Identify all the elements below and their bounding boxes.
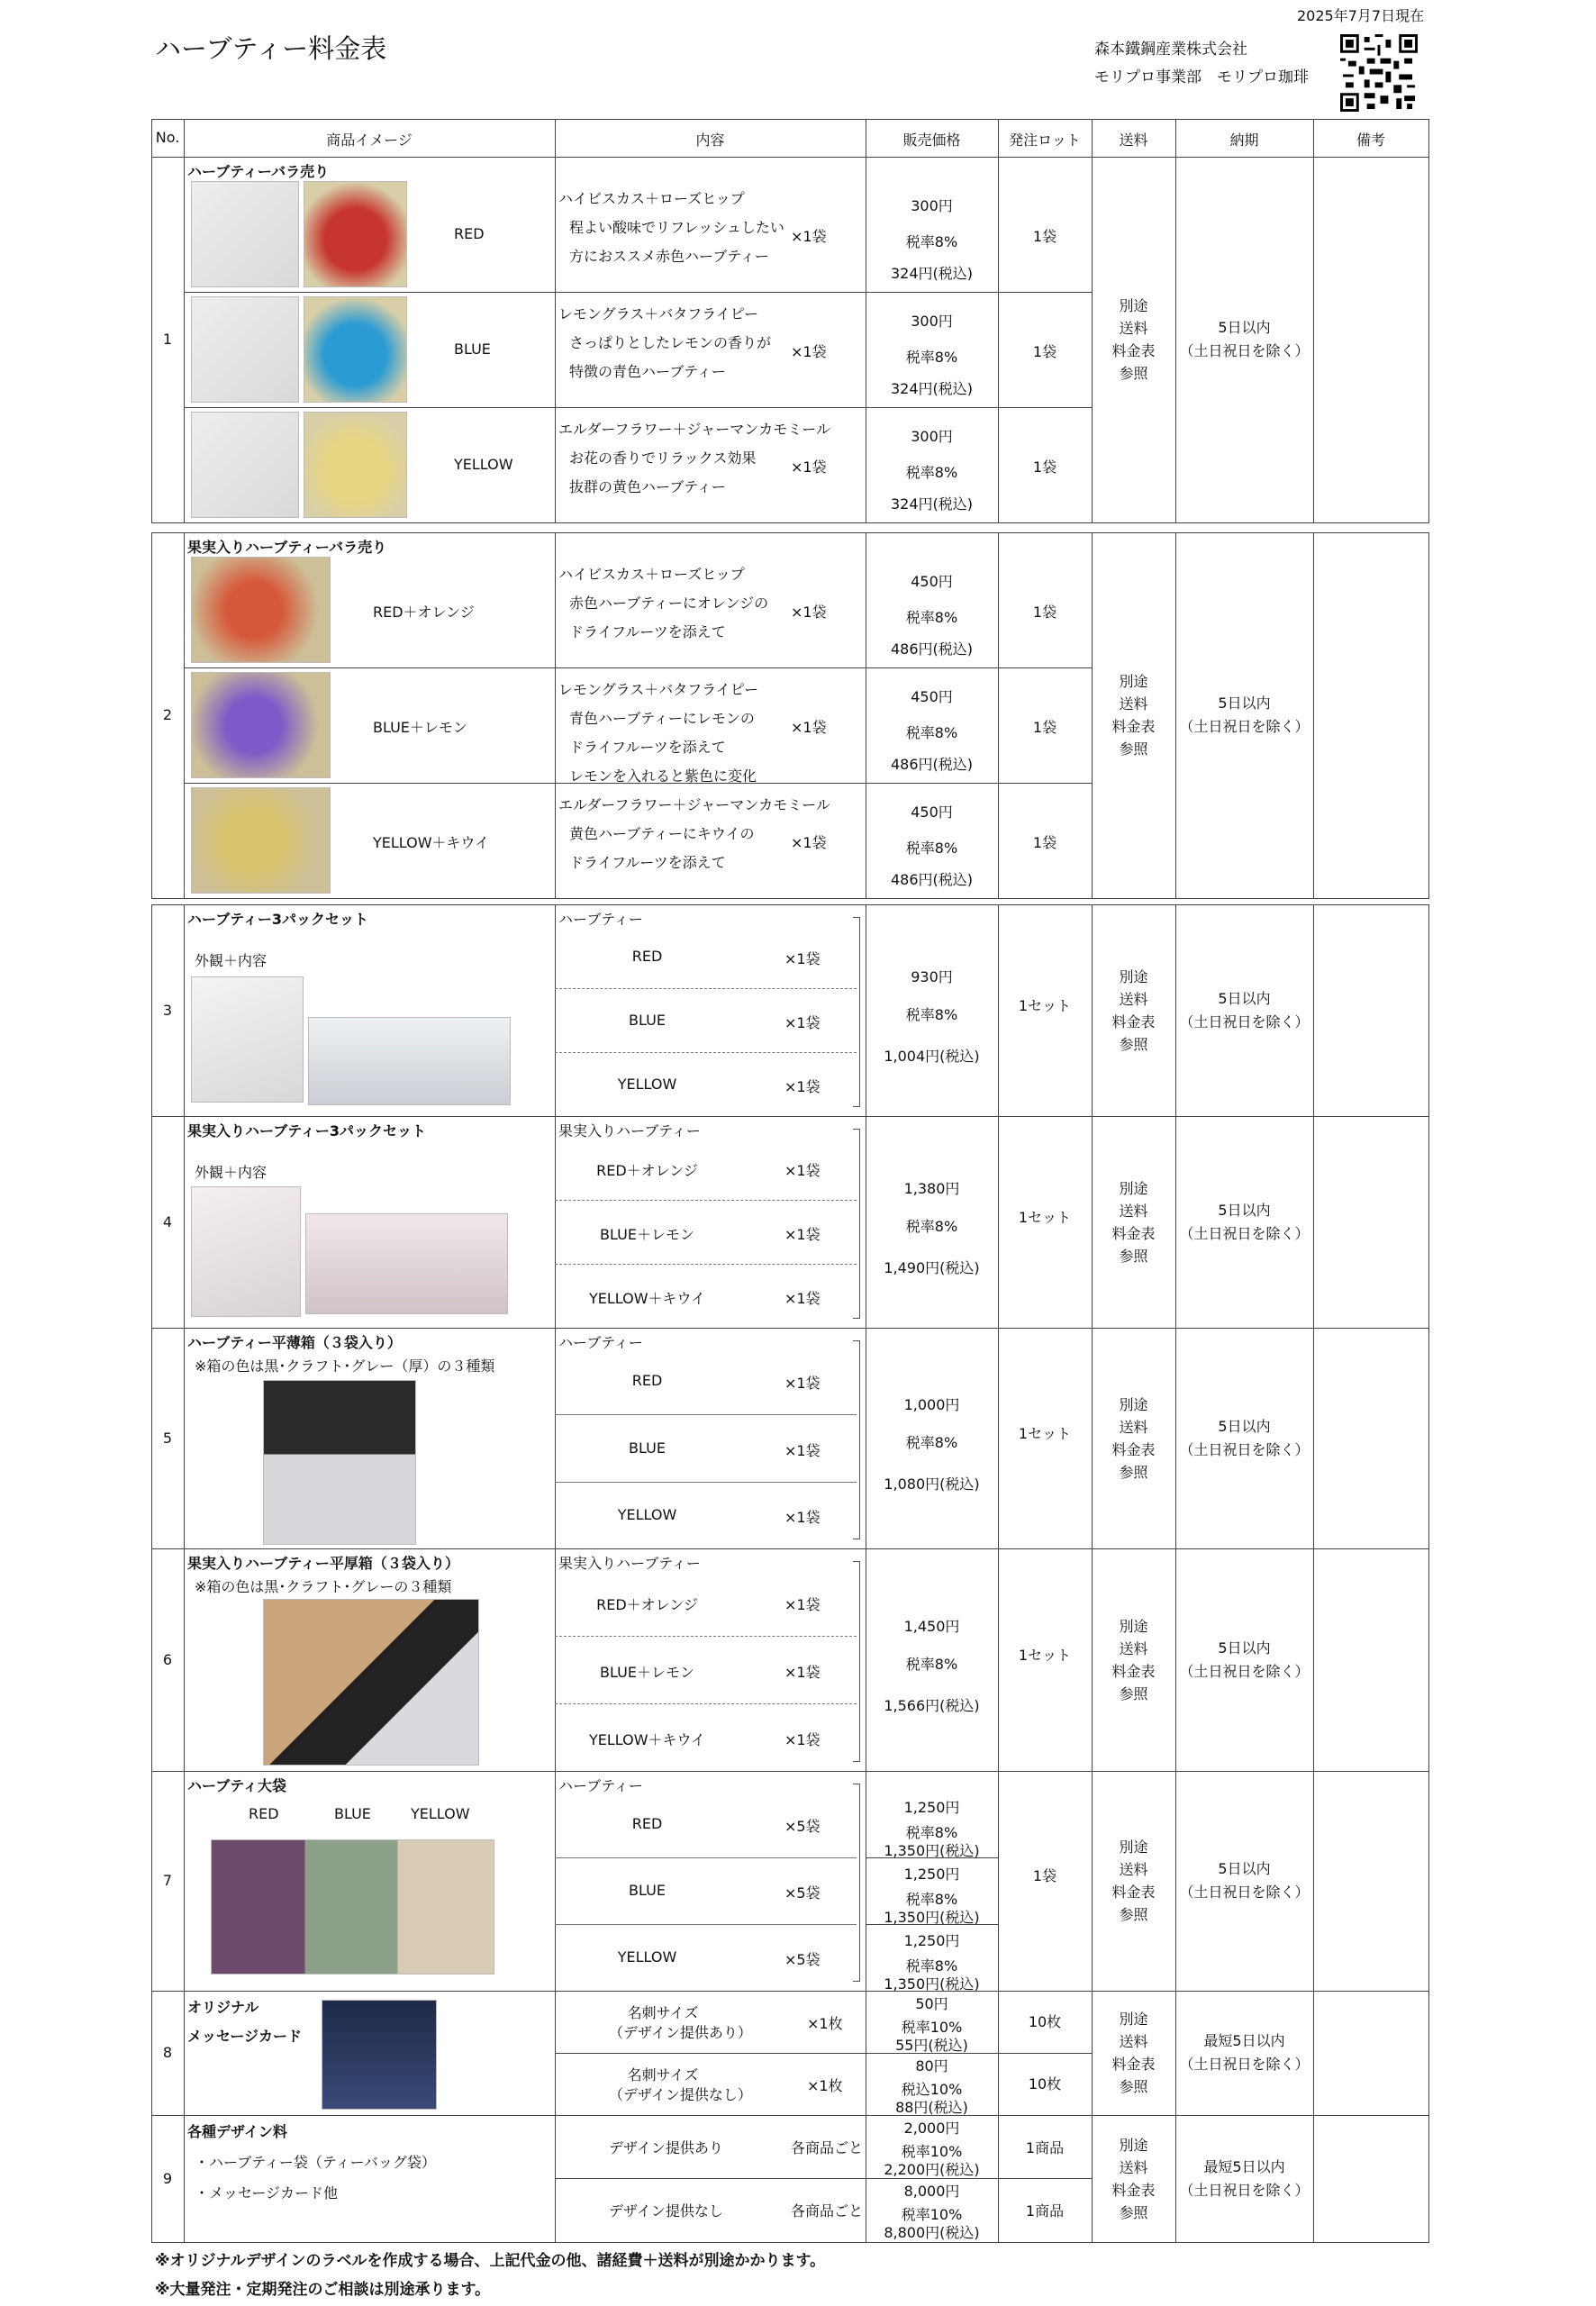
item-name: YELLOW	[617, 1505, 677, 1523]
price-tax-included: 8,800円(税込)	[884, 2224, 980, 2241]
order-lot: 1袋	[1032, 834, 1057, 851]
footnote-1: ※オリジナルデザインのラベルを作成する場合、上記代金の他、諸経費＋送料が別途かかります。	[155, 2252, 826, 2270]
item-quantity: ×5袋	[784, 1884, 821, 1902]
order-lot: 1袋	[1032, 228, 1057, 245]
order-lot: 1袋	[1032, 343, 1057, 360]
tax-rate: 税率8%	[905, 1824, 958, 1841]
shipping-note: 参照	[1119, 740, 1148, 758]
column-header-label: 内容	[695, 132, 725, 149]
qr-code-icon[interactable]	[1340, 34, 1418, 112]
item-quantity: ×1袋	[784, 1375, 821, 1393]
category-label: ハーブティー	[558, 1777, 643, 1794]
shipping-note: 送料	[1119, 695, 1148, 713]
description-line: 抜群の黄色ハーブティー	[569, 478, 726, 495]
shipping-note: 別途	[1119, 673, 1148, 690]
set-bracket	[853, 1561, 860, 1762]
large-bag-photo	[211, 1839, 494, 1975]
set-bracket	[853, 1784, 860, 1982]
description-line: ドライフルーツを添えて	[569, 854, 726, 871]
order-lot: 1袋	[1032, 719, 1057, 736]
delivery-note: （土日祝日を除く）	[1179, 1012, 1310, 1030]
delivery-days: 5日以内	[1218, 319, 1271, 336]
price-tax-included: 1,080円(税込)	[884, 1475, 980, 1493]
description-line: 程よい酸味でリフレッシュしたい	[569, 219, 784, 236]
set-bracket	[853, 1129, 860, 1319]
item-quantity: ×1袋	[784, 1595, 821, 1613]
description-line: ドライフルーツを添えて	[569, 623, 726, 640]
delivery-days: 5日以内	[1218, 989, 1271, 1007]
shipping-note: 料金表	[1111, 1224, 1156, 1242]
price: 930円	[911, 967, 953, 985]
price-tax-included: 1,350円(税込)	[884, 1975, 980, 1993]
description-line: 特徴の青色ハーブティー	[569, 363, 726, 380]
order-lot: 1商品	[1025, 2139, 1065, 2156]
category-label: 果実入りハーブティー	[558, 1122, 701, 1139]
delivery-days: 5日以内	[1218, 1417, 1271, 1435]
lot-cell	[998, 2115, 1093, 2243]
per-product: 各商品ごと	[791, 2139, 864, 2156]
item-name: BLUE	[629, 1439, 666, 1457]
description-line: レモングラス＋バタフライピー	[558, 681, 759, 698]
price: 300円	[911, 197, 953, 214]
row-divider	[866, 1857, 998, 1858]
price: 50円	[915, 1995, 948, 2012]
shipping-note: 別途	[1119, 967, 1148, 985]
item-name: RED	[631, 1815, 663, 1832]
page-title: ハーブティー料金表	[155, 33, 387, 64]
company-block	[1094, 36, 1309, 92]
item-divider	[555, 1703, 857, 1704]
delivery-days: 最短5日以内	[1203, 2032, 1285, 2049]
price: 1,250円	[903, 1799, 960, 1816]
price-table	[151, 119, 1428, 2242]
row-number: 4	[162, 1212, 173, 1230]
group-subtitle: 外観＋内容	[195, 1164, 268, 1181]
shipping-note: 送料	[1119, 2158, 1148, 2176]
tea-bag-photo	[191, 181, 299, 287]
group-name: ハーブティ大袋	[187, 1777, 286, 1794]
price-cell	[866, 532, 999, 899]
description-line: さっぱりとしたレモンの香りが	[569, 334, 772, 351]
item-quantity: ×1袋	[784, 1289, 821, 1307]
column-header-label: 送料	[1119, 132, 1148, 149]
category-label: ハーブティー	[558, 911, 643, 928]
tax-rate: 税率8%	[905, 1433, 958, 1451]
column-header-label: No.	[155, 129, 180, 146]
shipping-note: 送料	[1119, 320, 1148, 337]
quantity: ×1袋	[791, 343, 827, 360]
shipping-note: 別途	[1119, 2011, 1148, 2028]
tax-rate: 税率8%	[905, 1217, 958, 1235]
contents-photo	[305, 1213, 508, 1314]
shipping-note: 送料	[1119, 1861, 1148, 1878]
shipping-note: 料金表	[1111, 342, 1156, 359]
group-subtitle: ※箱の色は黒･クラフト･グレーの３種類	[195, 1578, 452, 1595]
tax-rate: 税率8%	[905, 233, 958, 250]
item-divider	[555, 1200, 857, 1201]
content-cell	[555, 2115, 866, 2243]
description-line: 方におススメ赤色ハーブティー	[569, 248, 769, 265]
shipping-note: 参照	[1119, 1035, 1148, 1053]
item-divider	[555, 1052, 857, 1053]
color-label: BLUE	[334, 1805, 371, 1822]
order-lot: 10枚	[1028, 2075, 1062, 2093]
shipping-note: 別途	[1119, 297, 1148, 314]
color-label: RED	[249, 1805, 279, 1822]
order-lot: 1袋	[1032, 604, 1057, 621]
item-quantity: ×1袋	[784, 1508, 821, 1526]
shipping-note: 料金表	[1111, 1440, 1156, 1458]
row-number: 2	[162, 706, 173, 723]
tea-bag-photo	[191, 412, 299, 518]
description-line: 青色ハーブティーにレモンの	[569, 710, 755, 727]
shipping-note: 別途	[1119, 1179, 1148, 1197]
delivery-note: （土日祝日を除く）	[1179, 1662, 1310, 1680]
price-tax-included: 55円(税込)	[895, 2037, 968, 2054]
item-divider	[555, 1482, 857, 1483]
delivery-days: 5日以内	[1218, 1201, 1271, 1219]
item-quantity: ×5袋	[784, 1951, 821, 1968]
price: 450円	[911, 573, 953, 590]
as-of-date: 2025年7月7日現在	[1297, 7, 1425, 24]
remarks-cell	[1313, 157, 1429, 523]
price-tax-included: 2,200円(税込)	[884, 2161, 980, 2178]
quantity: ×1枚	[807, 2015, 843, 2032]
quantity: ×1袋	[791, 604, 827, 621]
order-lot: 1セット	[1018, 996, 1072, 1014]
shipping-note: 料金表	[1111, 2056, 1156, 2073]
variant-label: YELLOW＋キウイ	[373, 834, 490, 851]
fruit-tea-photo	[191, 557, 331, 663]
remarks-cell	[1313, 904, 1429, 1117]
item-name: RED＋オレンジ	[596, 1161, 698, 1179]
shipping-note: 料金表	[1111, 1012, 1156, 1030]
description-line: ハイビスカス＋ローズヒップ	[558, 566, 745, 583]
item-name: RED	[631, 1372, 663, 1390]
order-lot: 1袋	[1032, 458, 1057, 476]
price-tax-included: 88円(税込)	[895, 2099, 968, 2116]
delivery-days: 5日以内	[1218, 1639, 1271, 1657]
price-tax-included: 1,350円(税込)	[884, 1909, 980, 1926]
row-divider	[866, 1924, 998, 1925]
footnotes	[155, 2247, 825, 2304]
group-name: 各種デザイン料	[187, 2123, 287, 2140]
tax-rate: 税率10%	[901, 2019, 963, 2036]
price-tax-included: 1,490円(税込)	[884, 1258, 980, 1276]
item-quantity: ×1袋	[784, 1441, 821, 1459]
box-photo	[263, 1380, 416, 1545]
remarks-cell	[1313, 1771, 1429, 1992]
description-line: 黄色ハーブティーにキウイの	[569, 825, 755, 842]
group-name: 果実入りハーブティー3パックセット	[187, 1122, 427, 1139]
description-line: レモンを入れると紫色に変化	[569, 767, 757, 785]
category-label: ハーブティー	[558, 1334, 643, 1351]
price: 300円	[911, 428, 953, 445]
shipping-note: 参照	[1119, 1247, 1148, 1265]
lot-cell	[998, 157, 1093, 523]
shipping-note: 別途	[1119, 2136, 1148, 2154]
order-lot: 1セット	[1018, 1424, 1072, 1442]
shipping-note: 送料	[1119, 1639, 1148, 1657]
remarks-cell	[1313, 1328, 1429, 1549]
quantity: ×1袋	[791, 228, 827, 245]
order-lot: 1袋	[1032, 1867, 1057, 1884]
item-divider	[555, 1414, 857, 1415]
group-subtitle: ※箱の色は黒･クラフト･グレー（厚）の３種類	[195, 1357, 495, 1375]
card-size: 名刺サイズ	[627, 2004, 699, 2021]
price-tax-included: 1,350円(税込)	[884, 1842, 980, 1859]
shipping-note: 送料	[1119, 1418, 1148, 1436]
division-name: モリプロ事業部 モリプロ珈琲	[1094, 68, 1309, 86]
group-name: ハーブティー3パックセット	[187, 911, 369, 928]
price: 1,250円	[903, 1932, 960, 1949]
set-bracket	[853, 1340, 860, 1539]
category-label: 果実入りハーブティー	[558, 1555, 701, 1572]
design-option: デザイン提供なし	[609, 2202, 723, 2220]
price-tax-included: 324円(税込)	[890, 265, 974, 282]
shipping-note: 料金表	[1111, 718, 1156, 735]
per-product: 各商品ごと	[791, 2202, 864, 2220]
shipping-note: 送料	[1119, 2033, 1148, 2050]
price-tax-included: 324円(税込)	[890, 380, 974, 397]
shipping-note: 料金表	[1111, 1884, 1156, 1901]
delivery-days: 5日以内	[1218, 1860, 1271, 1877]
item-divider	[555, 988, 857, 989]
column-header-label: 発注ロット	[1009, 132, 1081, 149]
item-name: YELLOW	[617, 1948, 677, 1966]
color-label: YELLOW	[411, 1805, 470, 1822]
description-line: ハイビスカス＋ローズヒップ	[558, 190, 745, 207]
card-design: （デザイン提供あり）	[609, 2024, 752, 2041]
tax-rate: 税率10%	[901, 2206, 963, 2223]
shipping-note: 参照	[1119, 365, 1148, 382]
column-header-label: 納期	[1229, 132, 1259, 149]
price: 1,450円	[903, 1617, 960, 1635]
tea-bag-photo	[191, 296, 299, 403]
variant-label: BLUE＋レモン	[373, 719, 467, 736]
item-quantity: ×1袋	[784, 1663, 821, 1681]
group-name: メッセージカード	[187, 2028, 303, 2045]
fruit-tea-photo	[191, 672, 331, 778]
variant-label: RED＋オレンジ	[373, 604, 475, 621]
price-tax-included: 1,566円(税込)	[884, 1696, 980, 1714]
price-tax-included: 486円(税込)	[890, 640, 974, 658]
set-bracket	[853, 917, 860, 1107]
item-divider	[555, 1857, 857, 1858]
quantity: ×1袋	[791, 458, 827, 476]
variant-label: BLUE	[454, 340, 491, 358]
item-divider	[555, 1924, 857, 1925]
order-lot: 10枚	[1028, 2013, 1062, 2030]
shipping-note: 参照	[1119, 2203, 1148, 2221]
item-quantity: ×5袋	[784, 1818, 821, 1835]
group-name: 果実入りハーブティーバラ売り	[187, 539, 387, 556]
order-lot: 1セット	[1018, 1646, 1072, 1664]
shipping-note: 参照	[1119, 1463, 1148, 1481]
shipping-note: 料金表	[1111, 2181, 1156, 2199]
row-divider	[555, 2178, 1092, 2179]
row-number: 8	[162, 2044, 173, 2061]
lot-cell	[998, 532, 1093, 899]
company-name: 森本鐵鋼産業株式会社	[1094, 41, 1247, 59]
shipping-note: 料金表	[1111, 1662, 1156, 1680]
content-cell	[555, 157, 866, 523]
brewed-tea-photo	[304, 296, 407, 403]
row-number: 6	[162, 1650, 173, 1668]
remarks-cell	[1313, 532, 1429, 899]
price: 450円	[911, 803, 953, 821]
item-name: BLUE＋レモン	[600, 1663, 694, 1681]
shipping-note: 別途	[1119, 1838, 1148, 1856]
contents-photo	[308, 1017, 511, 1105]
gift-bag-photo	[191, 1186, 301, 1317]
tax-rate: 税率8%	[905, 1005, 958, 1023]
shipping-note: 送料	[1119, 1202, 1148, 1220]
description-line: 赤色ハーブティーにオレンジの	[569, 595, 769, 612]
tax-rate: 税率8%	[905, 349, 958, 366]
delivery-note: （土日祝日を除く）	[1179, 1884, 1310, 1901]
price-tax-included: 324円(税込)	[890, 495, 974, 513]
group-name: ハーブティーバラ売り	[187, 163, 330, 180]
remarks-cell	[1313, 1991, 1429, 2116]
tax-rate: 税率8%	[905, 1655, 958, 1673]
column-header-label: 備考	[1356, 132, 1385, 149]
shipping-note: 参照	[1119, 1906, 1148, 1923]
item-quantity: ×1袋	[784, 949, 821, 967]
gift-bag-photo	[191, 976, 304, 1103]
price: 1,000円	[903, 1395, 960, 1413]
item-name: BLUE	[629, 1882, 666, 1899]
group-name: 果実入りハーブティー平厚箱（３袋入り）	[187, 1555, 459, 1572]
card-size: 名刺サイズ	[627, 2066, 699, 2084]
remarks-cell	[1313, 1548, 1429, 1772]
content-cell	[555, 532, 866, 899]
item-quantity: ×1袋	[784, 1225, 821, 1243]
price-tax-included: 1,004円(税込)	[884, 1047, 980, 1065]
price: 2,000円	[903, 2120, 960, 2137]
description-line: エルダーフラワー＋ジャーマンカモミール	[558, 796, 830, 813]
shipping-note: 別途	[1119, 1617, 1148, 1635]
row-number: 1	[162, 331, 173, 348]
quantity: ×1袋	[791, 834, 827, 851]
remarks-cell	[1313, 2115, 1429, 2243]
column-header-label: 販売価格	[902, 132, 961, 149]
brewed-tea-photo	[304, 181, 407, 287]
group-subtitle: 外観＋内容	[195, 952, 268, 969]
delivery-note: （土日祝日を除く）	[1179, 2181, 1310, 2199]
column-header-label: 商品イメージ	[326, 132, 413, 149]
description-line: お花の香りでリラックス効果	[569, 449, 757, 467]
brewed-tea-photo	[304, 412, 407, 518]
tax-rate: 税率8%	[905, 840, 958, 857]
description-line: レモングラス＋バタフライピー	[558, 305, 759, 322]
item-quantity: ×1袋	[784, 1161, 821, 1179]
item-quantity: ×1袋	[784, 1013, 821, 1031]
row-number: 5	[162, 1429, 173, 1447]
item-divider	[555, 1264, 857, 1265]
remarks-cell	[1313, 1116, 1429, 1329]
item-name: BLUE	[629, 1011, 666, 1029]
quantity: ×1枚	[807, 2077, 843, 2094]
price: 300円	[911, 313, 953, 330]
item-name: YELLOW	[617, 1075, 677, 1093]
delivery-note: （土日祝日を除く）	[1179, 342, 1310, 359]
tax-rate: 税率8%	[905, 1891, 958, 1908]
card-design: （デザイン提供なし）	[609, 2086, 752, 2103]
delivery-note: （土日祝日を除く）	[1179, 2056, 1310, 2073]
item-name: YELLOW＋キウイ	[588, 1289, 706, 1307]
price: 450円	[911, 688, 953, 705]
variant-label: RED	[454, 225, 485, 242]
tax-rate: 税率8%	[905, 724, 958, 741]
price-cell	[866, 157, 999, 523]
row-number: 7	[162, 1872, 173, 1889]
row-divider	[555, 2053, 1092, 2054]
price-tax-included: 486円(税込)	[890, 871, 974, 888]
delivery-days: 最短5日以内	[1203, 2157, 1285, 2175]
footnote-2: ※大量発注・定期発注のご相談は別途承ります。	[155, 2281, 491, 2299]
bullet-item: ・ハーブティー袋（ティーバッグ袋）	[195, 2154, 436, 2171]
shipping-note: 参照	[1119, 1684, 1148, 1702]
group-name: オリジナル	[187, 1999, 259, 2016]
tax-rate: 税率8%	[905, 464, 958, 481]
price: 1,380円	[903, 1179, 960, 1197]
shipping-note: 別途	[1119, 1395, 1148, 1413]
tax-rate: 税率8%	[905, 609, 958, 626]
price: 1,250円	[903, 1866, 960, 1883]
tax-rate: 税込10%	[901, 2081, 963, 2098]
fruit-tea-photo	[191, 787, 331, 894]
row-number: 9	[162, 2169, 173, 2187]
shipping-note: 参照	[1119, 2078, 1148, 2095]
bullet-item: ・メッセージカード他	[195, 2184, 339, 2202]
description-line: エルダーフラワー＋ジャーマンカモミール	[558, 421, 830, 438]
message-card-photo	[322, 2000, 437, 2110]
group-name: ハーブティー平薄箱（３袋入り）	[187, 1334, 402, 1351]
item-name: RED＋オレンジ	[596, 1595, 698, 1613]
order-lot: 1セット	[1018, 1208, 1072, 1226]
delivery-days: 5日以内	[1218, 695, 1271, 712]
price-tax-included: 486円(税込)	[890, 756, 974, 773]
item-name: YELLOW＋キウイ	[588, 1730, 706, 1748]
shipping-note: 送料	[1119, 990, 1148, 1008]
order-lot: 1商品	[1025, 2202, 1065, 2220]
item-name: BLUE＋レモン	[600, 1225, 694, 1243]
delivery-note: （土日祝日を除く）	[1179, 1224, 1310, 1242]
variant-label: YELLOW	[454, 456, 513, 473]
description-line: ドライフルーツを添えて	[569, 739, 726, 756]
box-photo	[263, 1599, 479, 1766]
item-quantity: ×1袋	[784, 1730, 821, 1748]
price: 80円	[915, 2057, 948, 2074]
item-quantity: ×1袋	[784, 1077, 821, 1095]
item-divider	[555, 1636, 857, 1637]
delivery-note: （土日祝日を除く）	[1179, 1440, 1310, 1458]
quantity: ×1袋	[791, 719, 827, 736]
item-name: RED	[631, 947, 663, 965]
row-number: 3	[162, 1001, 173, 1019]
design-option: デザイン提供あり	[609, 2139, 723, 2156]
delivery-note: （土日祝日を除く）	[1179, 718, 1310, 735]
price: 8,000円	[903, 2183, 960, 2200]
tax-rate: 税率10%	[901, 2143, 963, 2160]
tax-rate: 税率8%	[905, 1957, 958, 1975]
